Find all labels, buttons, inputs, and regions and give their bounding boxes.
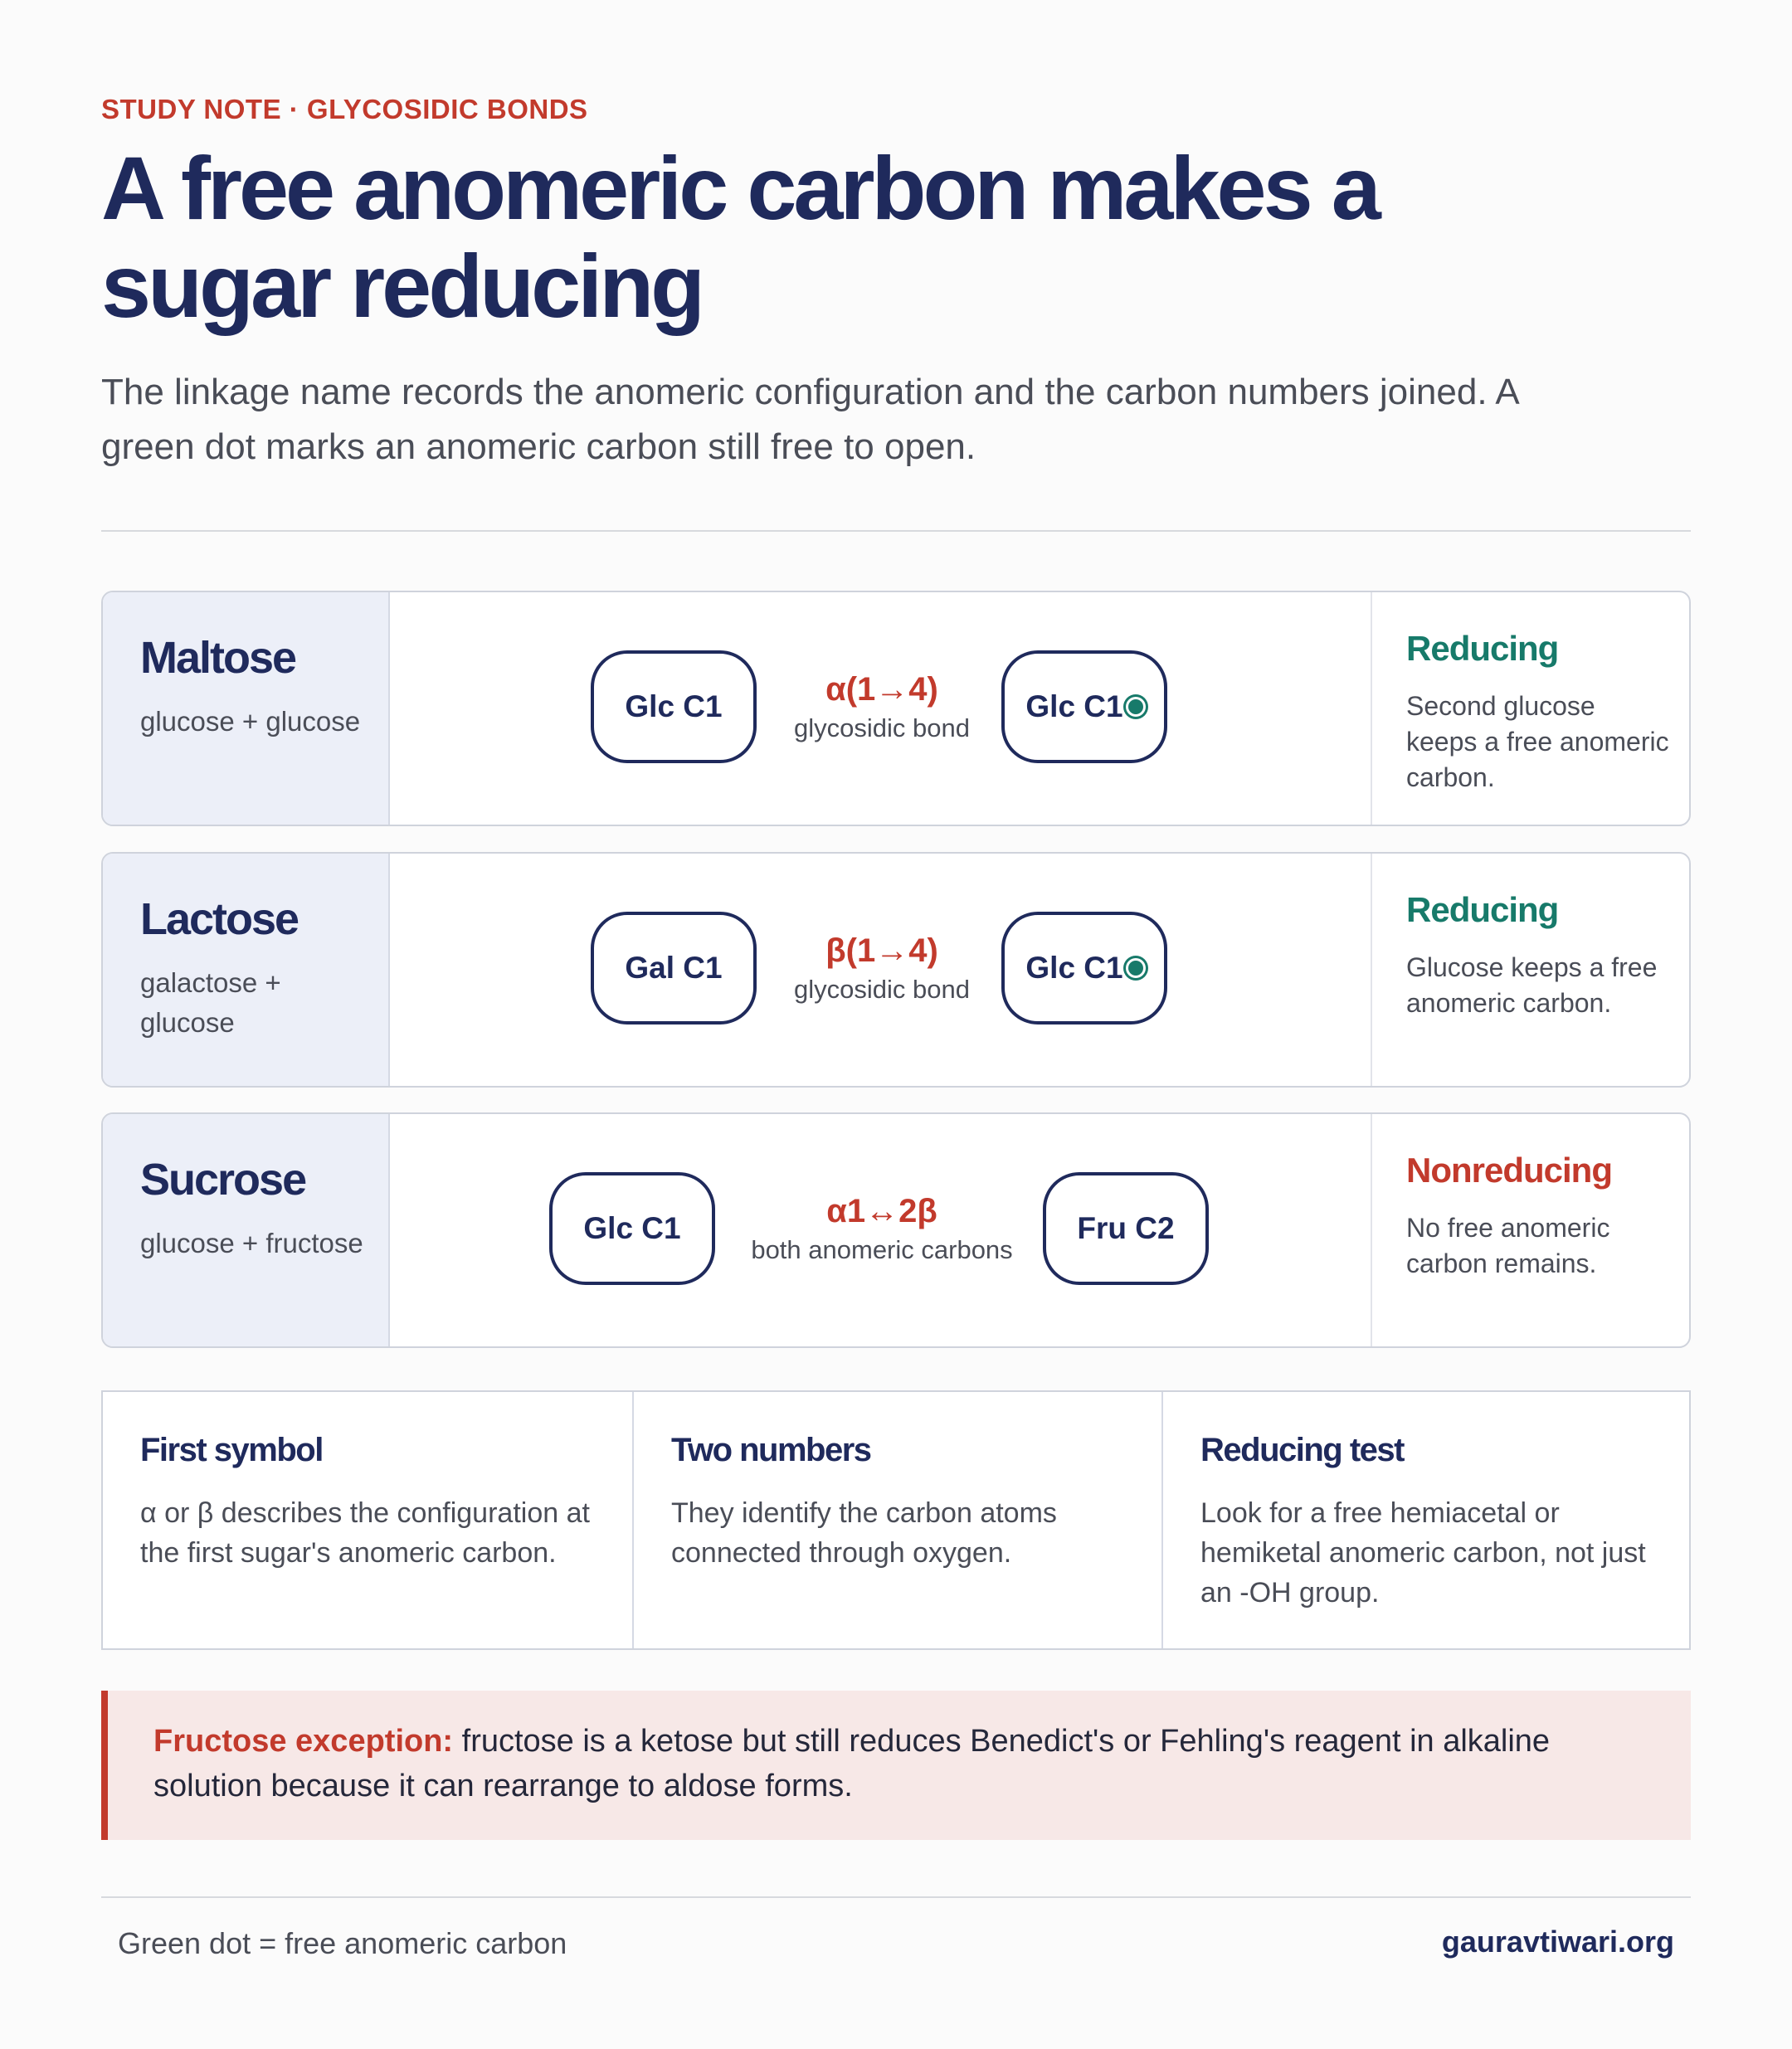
bond-description: glycosidic bond [794,713,970,742]
monomer-label: Glc C1 [625,689,723,723]
sugar-name: Sucrose [140,1155,306,1205]
verdict-explanation: Second glucose keeps a free anomeric carbon. [1406,691,1669,792]
sugar-name: Lactose [140,894,299,944]
fructose-callout [101,1691,1691,1840]
note-reducing-test [1161,1392,1691,1648]
note-heading: First symbol [140,1432,323,1468]
bond-label [716,1190,1048,1268]
divider [101,530,1691,532]
footer-divider [101,1896,1691,1898]
sugar-name-cell [103,592,390,825]
callout-body: fructose is a ketose but still reduces Benedict's or Fehling's reagent in alkaline solution because it can rearrange to aldose forms. [153,1724,1551,1803]
bond-symbol: α1↔2β [826,1193,937,1229]
site-credit[interactable]: gauravtiwari.org [1441,1925,1674,1959]
verdict-label: Reducing [1406,890,1559,929]
monomer-label: Gal C1 [625,951,723,985]
sugar-components: glucose + fructose [140,1228,363,1258]
bond-description: both anomeric carbons [751,1235,1013,1264]
monomer-box-right [1001,650,1167,763]
monomer-label: Glc C1 [1025,689,1123,723]
bond-description: glycosidic bond [794,975,970,1004]
note-text: They identify the carbon atoms connected through oxygen. [671,1497,1057,1569]
sugar-components: glucose + glucose [140,706,361,737]
note-first-symbol [103,1392,632,1648]
verdict-cell [1371,592,1689,825]
page-subtitle: The linkage name records the anomeric configuration and the carbon numbers joined. A green dot marks an anomeric carbon still free to open. [101,372,1518,467]
note-two-numbers [632,1392,1161,1648]
monomer-box-right [1001,912,1167,1024]
note-heading: Two numbers [671,1432,871,1468]
sugar-components: galactose + glucose [140,967,281,1038]
note-text: α or β describes the configuration at the first sugar's anomeric carbon. [140,1497,590,1569]
monomer-box-left [549,1172,715,1285]
verdict-cell [1371,1114,1689,1346]
bond-symbol: β(1→4) [825,932,938,969]
free-anomeric-dot-icon [1128,961,1143,976]
monomer-label: Fru C2 [1077,1211,1175,1245]
verdict-explanation: Glucose keeps a free anomeric carbon. [1406,952,1658,1018]
notes-panel [101,1390,1691,1650]
bond-label [716,669,1048,747]
bond-symbol: α(1→4) [825,671,938,708]
note-text: Look for a free hemiacetal or hemiketal anomeric carbon, not just an -OH group. [1200,1497,1646,1609]
sugar-row-maltose [101,591,1691,826]
legend-text: Green dot = free anomeric carbon [118,1926,567,1960]
callout-text [153,1719,1663,1808]
page-title: A free anomeric carbon makes a sugar reducing [101,138,1378,336]
sugar-row-sucrose [101,1112,1691,1348]
verdict-label: Reducing [1406,629,1559,668]
monomer-box-right [1043,1172,1209,1285]
callout-lead: Fructose exception: [153,1724,454,1759]
sugar-name-cell [103,1114,390,1346]
verdict-cell [1371,854,1689,1086]
monomer-label: Glc C1 [1025,951,1123,985]
free-anomeric-dot-icon [1128,699,1143,714]
sugar-name-cell [103,854,390,1086]
verdict-explanation: No free anomeric carbon remains. [1406,1213,1610,1278]
sugar-row-lactose [101,852,1691,1088]
bond-label [716,930,1048,1008]
verdict-label: Nonreducing [1406,1151,1612,1190]
note-heading: Reducing test [1200,1432,1404,1468]
sugar-name: Maltose [140,633,296,683]
monomer-label: Glc C1 [583,1211,681,1245]
eyebrow: STUDY NOTE · GLYCOSIDIC BONDS [101,94,588,124]
